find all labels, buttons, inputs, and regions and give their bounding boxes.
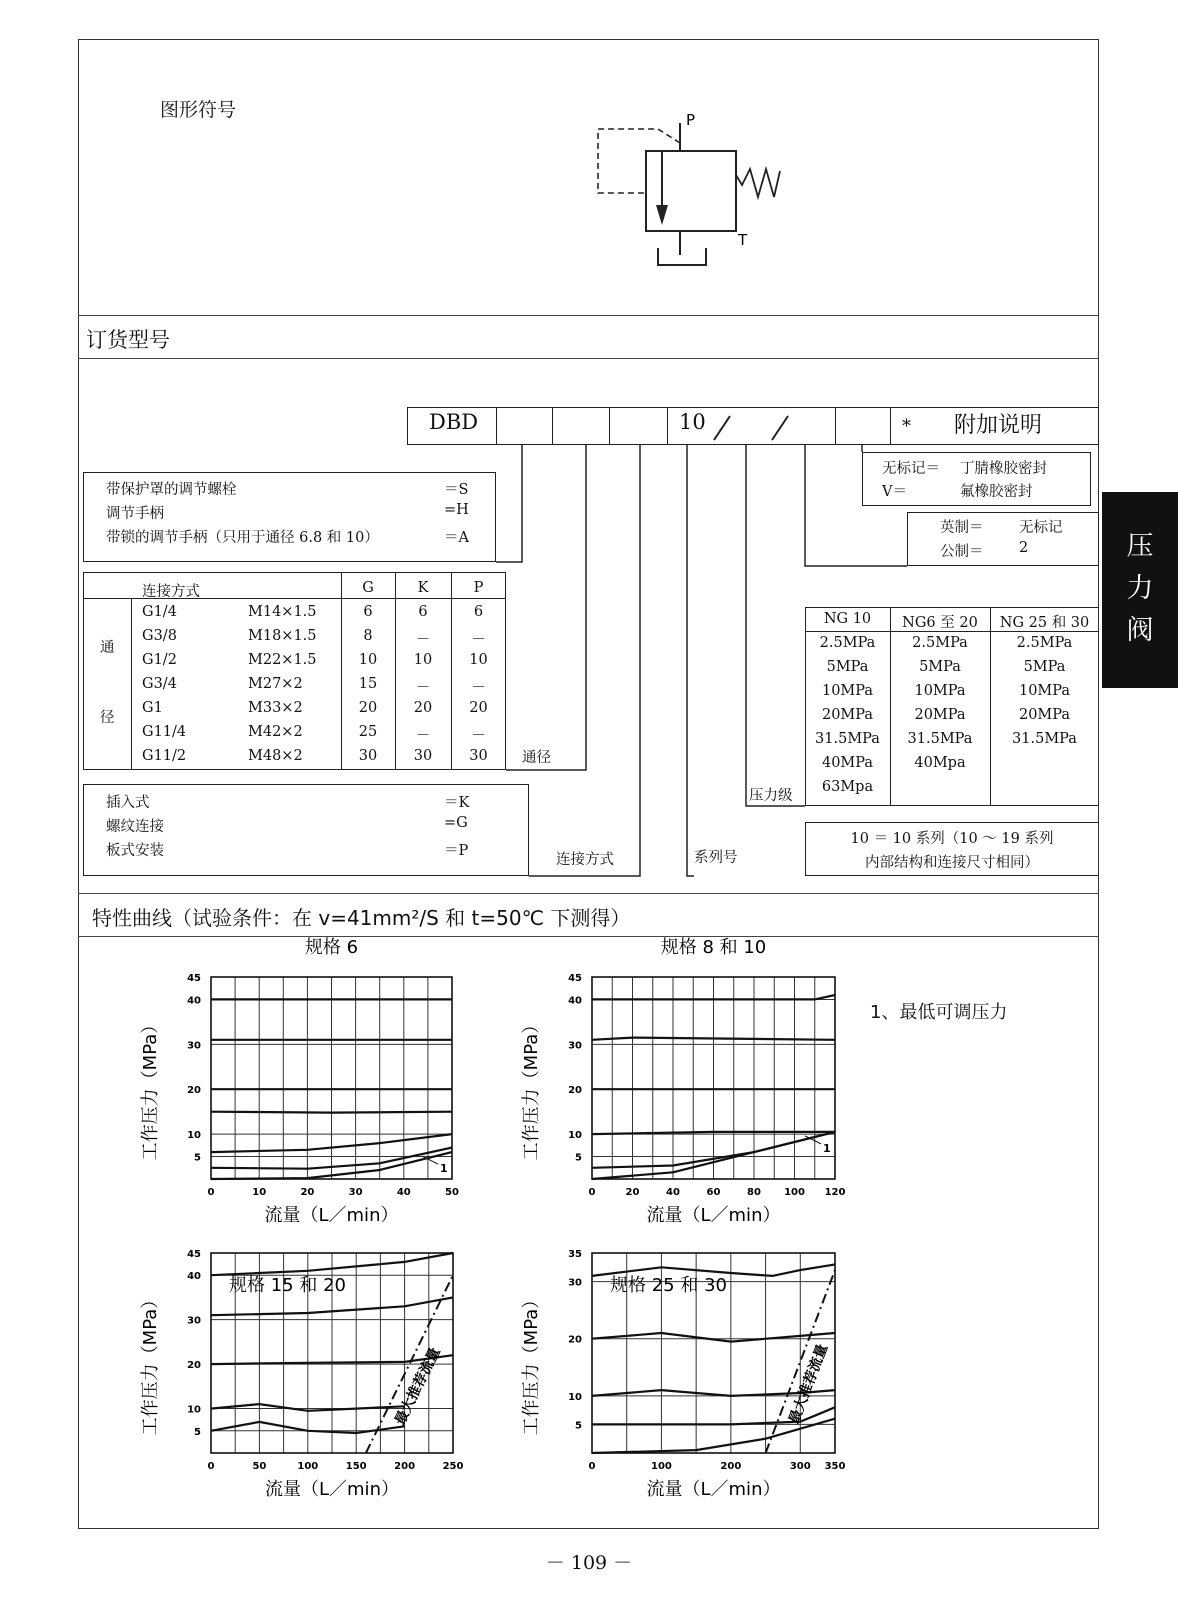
port-thread-m: M48×2	[248, 748, 303, 764]
pressure-value: 31.5MPa	[907, 731, 973, 747]
port-side-label-top: 通	[100, 640, 115, 656]
port-size-k: 20	[413, 700, 433, 716]
pressure-value: 31.5MPa	[815, 731, 880, 747]
adjust-code-2: =H	[444, 502, 469, 518]
chart-y-tick: 30	[568, 1040, 582, 1052]
chart-y-tick: 5	[194, 1426, 201, 1438]
chart-x-tick: 350	[824, 1461, 846, 1472]
port-thread-m: M42×2	[248, 724, 303, 740]
connection-code-1: ＝K	[444, 795, 470, 811]
connection-label: 连接方式	[556, 852, 614, 868]
chart-y-tick: 20	[187, 1085, 201, 1097]
chart-x-tick: 20	[300, 1187, 315, 1198]
port-size-g: 20	[358, 700, 378, 716]
connection-text-2: 螺纹连接	[106, 819, 164, 835]
chart-y-tick: 30	[187, 1315, 201, 1327]
chart-title: 规格 25 和 30	[610, 1275, 727, 1296]
port-size-p: －	[471, 680, 486, 696]
port-size-k: 10	[413, 652, 433, 668]
pressure-value: 5MPa	[1023, 659, 1066, 675]
chart-y-tick: 45	[187, 1249, 201, 1260]
chart-y-tick: 10	[568, 1130, 582, 1142]
pressure-header-ng10: NG 10	[823, 611, 872, 627]
chart-x-tick: 80	[747, 1187, 761, 1198]
pressure-value: 5MPa	[826, 659, 869, 675]
port-size-g: 8	[363, 628, 373, 644]
chart-x-tick: 250	[442, 1461, 464, 1472]
seal-text-1: 丁腈橡胶密封	[960, 461, 1047, 477]
chart-y-tick: 45	[187, 973, 201, 984]
chart-y-tick: 10	[568, 1391, 582, 1403]
chart-x-label: 流量（L／min）	[265, 1479, 399, 1500]
pressure-value: 20MPa	[1018, 707, 1071, 723]
chart-y-tick: 10	[187, 1130, 201, 1142]
chart-x-tick: 0	[588, 1461, 596, 1472]
adjust-text-3: 带锁的调节手柄（只用于通径 6.8 和 10）	[106, 530, 379, 546]
pressure-value: 2.5MPa	[1016, 635, 1073, 651]
port-thread-g: G11/4	[142, 724, 187, 740]
chart-y-tick: 20	[568, 1085, 582, 1097]
chart-y-tick: 20	[187, 1360, 201, 1372]
pressure-value: 10MPa	[1018, 683, 1071, 699]
chart-x-tick: 40	[666, 1187, 680, 1198]
port-size-p: －	[471, 728, 486, 744]
chart-x-label: 流量（L／min）	[646, 1479, 781, 1500]
seal-code-1: 无标记＝	[882, 461, 940, 477]
port-size-g: 25	[358, 724, 378, 740]
chart-x-tick: 50	[252, 1461, 267, 1472]
chart-x-tick: 20	[625, 1187, 640, 1198]
chart-y-label: 工作压力（MPa）	[140, 1290, 161, 1436]
connection-text-3: 板式安装	[106, 843, 164, 859]
pressure-value: 40MPa	[821, 755, 874, 771]
pressure-value: 2.5MPa	[912, 635, 968, 651]
chart-x-label: 流量（L／min）	[646, 1205, 781, 1226]
chart-x-tick: 100	[784, 1187, 805, 1198]
port-header-k: K	[417, 580, 429, 596]
chart-y-tick: 5	[575, 1420, 582, 1432]
chart-y-tick: 20	[568, 1334, 582, 1346]
port-size-p: 6	[473, 604, 484, 620]
chart-x-tick: 10	[252, 1187, 267, 1198]
chart-x-tick: 30	[348, 1187, 363, 1198]
size-label: 通径	[522, 750, 551, 766]
port-size-p: －	[471, 632, 486, 648]
port-thread-g: G1/4	[142, 604, 177, 620]
chart-title: 规格 8 和 10	[660, 937, 767, 958]
port-thread-g: G1/2	[142, 652, 177, 668]
chart-y-tick: 45	[568, 973, 582, 984]
chart-y-tick: 5	[194, 1152, 201, 1164]
symbol-title: 图形符号	[160, 99, 237, 121]
code-model: DBD	[429, 410, 479, 434]
port-size-p: 30	[469, 748, 488, 764]
adjust-text-1: 带保护罩的调节螺栓	[106, 482, 237, 498]
side-tab-char: 力	[1126, 573, 1154, 604]
port-size-k: －	[415, 728, 431, 744]
pressure-value: 20MPa	[821, 707, 874, 723]
connection-code-3: ＝P	[444, 843, 469, 859]
port-thread-m: M22×1.5	[248, 652, 317, 668]
pressure-value: 5MPa	[919, 659, 961, 675]
port-thread-m: M27×2	[248, 676, 303, 692]
unit-text-2: 2	[1019, 540, 1029, 556]
chart-series-line	[211, 1112, 452, 1113]
series-note-line-1: 10 ＝ 10 系列（10 ～ 19 系列	[850, 831, 1054, 847]
adjust-code-3: ＝A	[444, 530, 469, 546]
chart-series-label: 1	[440, 1162, 448, 1176]
port-size-k: －	[415, 680, 431, 696]
chart-x-tick: 300	[789, 1461, 811, 1472]
chart-y-tick: 30	[568, 1277, 582, 1289]
connection-code-2: =G	[444, 815, 468, 831]
pressure-label: 压力级	[749, 788, 793, 804]
chart-x-tick: 150	[345, 1461, 367, 1472]
chart-x-tick: 0	[588, 1187, 596, 1198]
page-number: － 109 －	[545, 1552, 633, 1574]
curves-note: 1、最低可调压力	[870, 1002, 1008, 1023]
port-t-label: T	[738, 231, 748, 249]
chart-series-label: 最大推荐流量	[392, 1345, 444, 1428]
series-note-line-2: 内部结构和连接尺寸相同）	[865, 855, 1039, 871]
chart-y-label: 工作压力（MPa）	[140, 1015, 161, 1161]
port-header-connection: 连接方式	[142, 584, 200, 600]
port-size-g: 30	[358, 748, 378, 764]
chart-y-tick: 5	[575, 1152, 582, 1164]
port-size-k: 6	[418, 604, 428, 620]
chart-x-label: 流量（L／min）	[264, 1205, 399, 1226]
port-size-g: 6	[363, 604, 373, 620]
chart-series-label: 最大推荐流量	[786, 1342, 832, 1427]
chart-x-tick: 200	[720, 1461, 742, 1472]
port-header-g: G	[362, 580, 374, 596]
chart-title: 规格 6	[304, 937, 359, 958]
chart-x-tick: 40	[396, 1187, 411, 1198]
port-side-label-bottom: 径	[100, 710, 115, 726]
pressure-value: 10MPa	[914, 683, 966, 699]
port-p-label: P	[686, 111, 696, 129]
port-thread-m: M33×2	[248, 700, 303, 716]
chart-series-label: 1	[823, 1141, 831, 1155]
port-size-p: 20	[469, 700, 488, 716]
chart-x-tick: 120	[824, 1187, 846, 1198]
chart-y-tick: 30	[187, 1040, 201, 1052]
chart-y-tick: 40	[568, 995, 582, 1007]
pressure-value: 10MPa	[821, 683, 874, 699]
chart-x-tick: 100	[297, 1461, 319, 1472]
pressure-value: 63Mpa	[821, 779, 874, 795]
side-tab-char: 阀	[1126, 615, 1154, 646]
pressure-value: 31.5MPa	[1012, 731, 1077, 747]
pressure-value: 40Mpa	[914, 755, 966, 771]
chart-y-tick: 35	[568, 1249, 582, 1260]
code-series: 10	[679, 410, 706, 434]
port-size-k: －	[415, 632, 431, 648]
chart-x-tick: 60	[706, 1187, 721, 1198]
chart-y-label: 工作压力（MPa）	[521, 1290, 542, 1436]
adjust-text-2: 调节手柄	[106, 506, 164, 522]
port-size-p: 10	[469, 652, 488, 668]
order-title: 订货型号	[86, 328, 170, 352]
chart-x-tick: 50	[445, 1187, 459, 1198]
unit-text-1: 无标记	[1019, 520, 1063, 536]
port-size-g: 15	[358, 676, 378, 692]
unit-code-2: 公制＝	[940, 544, 984, 560]
port-thread-g: G3/4	[142, 676, 177, 692]
port-thread-g: G11/2	[142, 748, 187, 764]
chart-series-line	[592, 1333, 835, 1342]
seal-text-2: 氟橡胶密封	[960, 484, 1033, 500]
port-size-g: 10	[358, 652, 378, 668]
chart-x-tick: 200	[394, 1461, 416, 1472]
chart-x-tick: 0	[207, 1187, 215, 1198]
side-tab-char: 压	[1126, 531, 1154, 562]
pressure-header-ng25-30: NG 25 和 30	[999, 615, 1090, 631]
series-label: 系列号	[694, 850, 738, 866]
pressure-value: 20MPa	[914, 707, 966, 723]
port-thread-g: G3/8	[142, 628, 177, 644]
chart-series-line	[592, 1038, 835, 1040]
port-header-p: P	[473, 580, 484, 596]
chart-x-tick: 0	[207, 1461, 215, 1472]
chart-y-label: 工作压力（MPa）	[521, 1015, 542, 1161]
code-extra-star: *	[902, 416, 911, 437]
seal-code-2: V＝	[882, 484, 907, 500]
connection-text-1: 插入式	[106, 795, 150, 811]
port-thread-m: M18×1.5	[248, 628, 317, 644]
chart-y-tick: 10	[187, 1404, 201, 1416]
pressure-header-ng6-20: NG6 至 20	[902, 615, 978, 631]
port-thread-m: M14×1.5	[248, 604, 317, 620]
port-size-k: 30	[413, 748, 433, 764]
code-extra-label: 附加说明	[954, 413, 1043, 438]
curves-title: 特性曲线（试验条件：在 v=41mm²/S 和 t=50℃ 下测得）	[92, 906, 631, 930]
chart-title: 规格 15 和 20	[229, 1275, 346, 1296]
chart-y-tick: 40	[187, 995, 201, 1007]
adjust-code-1: ＝S	[444, 482, 469, 498]
chart-y-tick: 40	[187, 1271, 201, 1283]
pressure-value: 2.5MPa	[819, 635, 876, 651]
unit-code-1: 英制＝	[940, 520, 984, 536]
chart-x-tick: 100	[650, 1461, 672, 1472]
port-thread-g: G1	[142, 700, 163, 716]
